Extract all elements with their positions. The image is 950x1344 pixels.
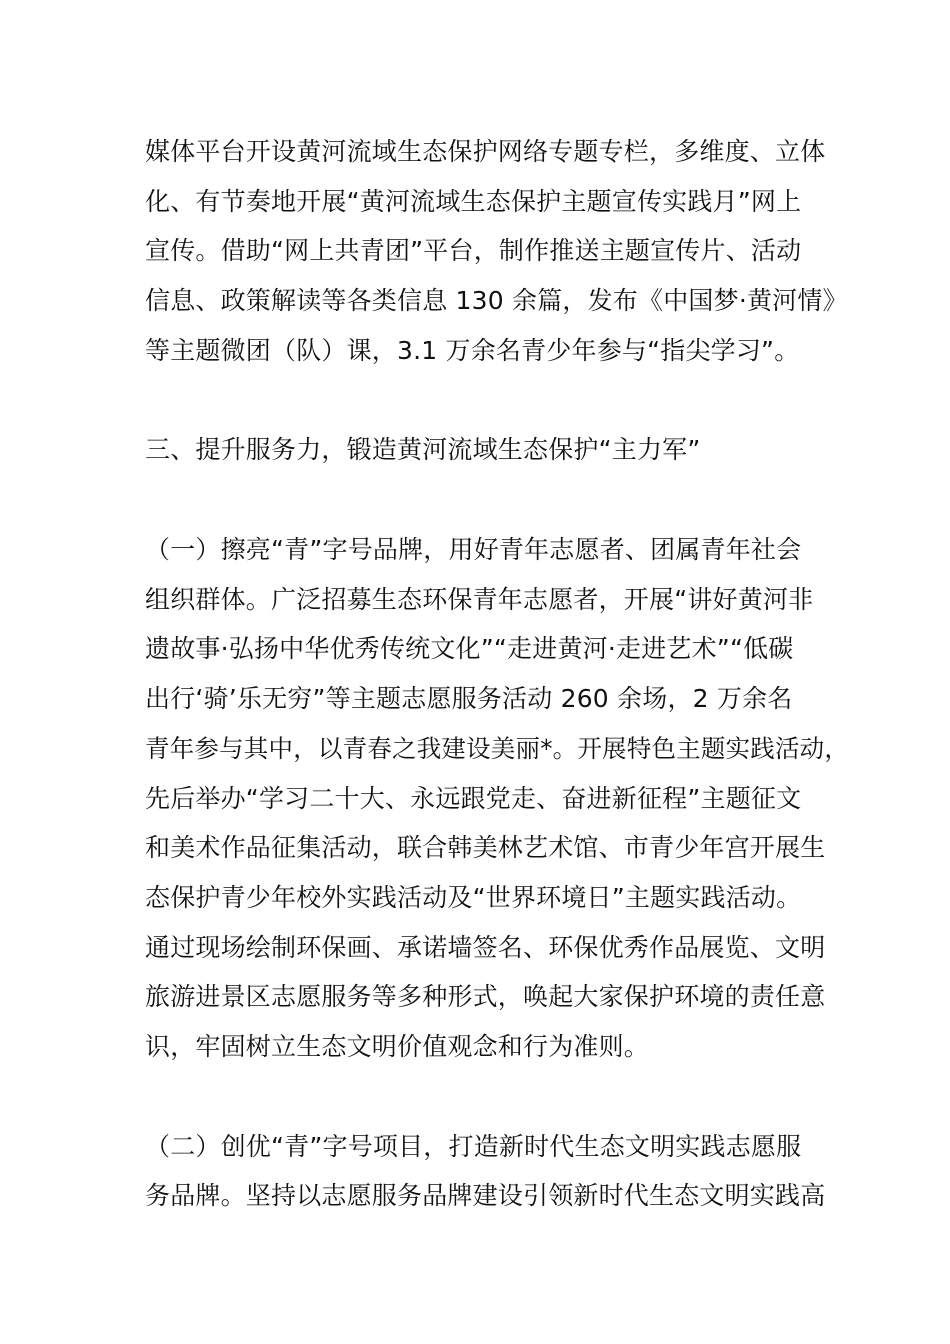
paragraph-line: 等主题微团（队）课，3.1 万余名青少年参与“指尖学习”。 xyxy=(145,336,800,365)
paragraph-line: 和美术作品征集活动，联合韩美林艺术馆、市青少年宫开展生 xyxy=(145,833,826,862)
paragraph-line: 出行‘骑’乐无穷”等主题志愿服务活动 260 余场，2 万余名 xyxy=(145,684,793,713)
paragraph-line: 识，牢固树立生态文明价值观念和行为准则。 xyxy=(145,1032,650,1061)
paragraph-line: 信息、政策解读等各类信息 130 余篇，发布《中国梦·黄河情》 xyxy=(145,286,848,315)
paragraph-line: 组织群体。广泛招募生态环保青年志愿者，开展“讲好黄河非 xyxy=(145,585,814,614)
paragraph-line: 宣传。借助“网上共青团”平台，制作推送主题宣传片、活动 xyxy=(145,236,802,265)
paragraph-line: （一）擦亮“青”字号品牌，用好青年志愿者、团属青年社会 xyxy=(145,535,802,564)
paragraph-line: 通过现场绘制环保画、承诺墙签名、环保优秀作品展览、文明 xyxy=(145,933,826,962)
paragraph-line: 遗故事·弘扬中华优秀传统文化”“走进黄河·走进艺术”“低碳 xyxy=(145,634,794,663)
section-heading: 三、提升服务力，锻造黄河流域生态保护“主力军” xyxy=(145,435,701,464)
paragraph-line: 青年参与其中，以青春之我建设美丽*。开展特色主题实践活动， xyxy=(145,734,850,763)
paragraph-line: （二）创优“青”字号项目，打造新时代生态文明实践志愿服 xyxy=(145,1132,802,1161)
paragraph-line: 媒体平台开设黄河流域生态保护网络专题专栏，多维度、立体 xyxy=(145,137,826,166)
paragraph-line: 化、有节奏地开展“黄河流域生态保护主题宣传实践月”网上 xyxy=(145,187,802,216)
paragraph-line: 务品牌。坚持以志愿服务品牌建设引领新时代生态文明实践高 xyxy=(145,1181,826,1210)
paragraph-line: 先后举办“学习二十大、永远跟党走、奋进新征程”主题征文 xyxy=(145,784,802,813)
paragraph-line: 态保护青少年校外实践活动及“世界环境日”主题实践活动。 xyxy=(145,883,802,912)
paragraph-line: 旅游进景区志愿服务等多种形式，唤起大家保护环境的责任意 xyxy=(145,982,826,1011)
